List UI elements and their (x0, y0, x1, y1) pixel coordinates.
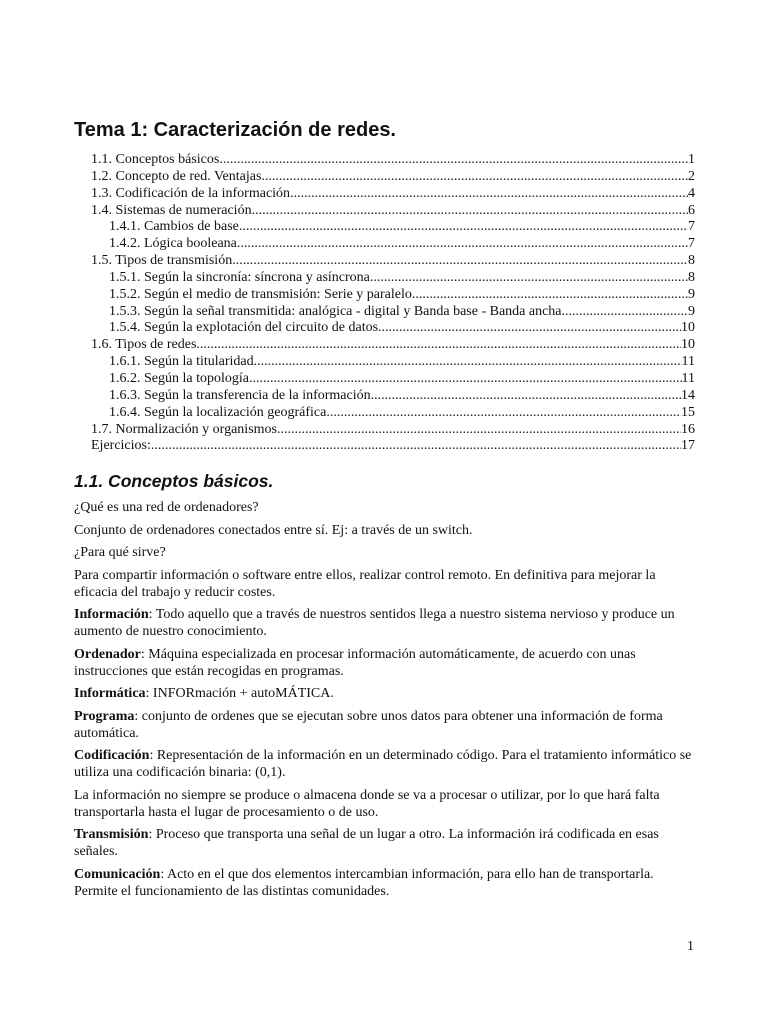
page-number: 1 (687, 939, 694, 954)
toc-entry[interactable] (74, 304, 695, 321)
toc-leader-dots (371, 388, 681, 405)
toc-leader-dots (326, 405, 681, 422)
paragraph (74, 606, 695, 640)
toc-entry-page: 17 (681, 438, 695, 454)
toc-entry-page: 16 (681, 421, 695, 437)
definition-term: Programa (74, 708, 135, 724)
paragraph (74, 708, 695, 742)
toc-entry[interactable] (74, 186, 695, 203)
toc-leader-dots (219, 152, 688, 169)
toc-leader-dots (237, 236, 688, 253)
toc-entry-label: 1.6.3. Según la transferencia de la información (109, 387, 371, 403)
paragraph (74, 826, 695, 860)
toc-leader-dots (252, 203, 688, 220)
toc-leader-dots (261, 169, 688, 186)
toc-entry[interactable] (74, 337, 695, 354)
paragraph (74, 866, 695, 900)
paragraph-text: : Representación de la información en un determinado código. Para el tratamiento informático se utiliza una codificación binaria: (0,1). (74, 748, 692, 781)
paragraph (74, 522, 695, 539)
toc-entry[interactable] (74, 320, 695, 337)
toc-entry-page: 9 (688, 286, 695, 302)
toc-leader-dots (254, 354, 682, 371)
toc-entry[interactable] (74, 405, 695, 422)
paragraph-text: ¿Qué es una red de ordenadores? (74, 500, 259, 516)
toc-leader-dots (277, 422, 681, 439)
definition-term: Comunicación (74, 866, 161, 882)
definition-term: Información (74, 607, 149, 623)
document-title: Tema 1: Caracterización de redes. (74, 119, 396, 141)
paragraph-text: : Acto en el que dos elementos intercambian información, para ello han de transportarla. Permite el funcionamiento de las distintas comunidades. (74, 866, 654, 899)
toc-leader-dots (151, 438, 681, 455)
toc-entry-page: 4 (688, 185, 695, 201)
toc-entry-label: 1.5.2. Según el medio de transmisión: Serie y paralelo (109, 286, 412, 302)
table-of-contents (74, 152, 695, 455)
toc-entry-page: 7 (688, 219, 695, 235)
paragraph-text: Para compartir información o software entre ellos, realizar control remoto. En definitiva para mejorar la eficacia del trabajo y reducir costes. (74, 567, 656, 600)
toc-entry[interactable] (74, 219, 695, 236)
paragraph (74, 787, 695, 821)
toc-entry-page: 15 (681, 404, 695, 420)
section-heading: 1.1. Conceptos básicos. (74, 471, 274, 492)
toc-entry-page: 14 (681, 387, 695, 403)
toc-entry-label: 1.4. Sistemas de numeración (91, 202, 252, 218)
toc-entry-label: 1.6.2. Según la topología (109, 370, 249, 386)
paragraph-text: Conjunto de ordenadores conectados entre sí. Ej: a través de un switch. (74, 522, 473, 538)
definition-term: Ordenador (74, 646, 141, 662)
paragraph-text: : Máquina especializada en procesar información automáticamente, de acuerdo con unas instrucciones que están recogidas en programas. (74, 646, 636, 679)
toc-entry-page: 1 (688, 152, 695, 167)
body-text (74, 499, 695, 900)
toc-entry-label: 1.5.4. Según la explotación del circuito de datos (109, 320, 379, 336)
paragraph (74, 499, 695, 516)
paragraph-text: La información no siempre se produce o almacena donde se va a procesar o utilizar, por lo que hará falta transportarla hasta el lugar de procesamiento o de uso. (74, 787, 660, 820)
toc-leader-dots (290, 186, 688, 203)
toc-entry[interactable] (74, 236, 695, 253)
toc-entry-label: 1.3. Codificación de la información (91, 185, 291, 201)
toc-leader-dots (249, 371, 682, 388)
toc-entry-label: 1.2. Concepto de red. Ventajas (91, 168, 262, 184)
definition-term: Codificación (74, 748, 150, 764)
toc-entry[interactable] (74, 253, 695, 270)
toc-entry-label: 1.5. Tipos de transmisión (91, 253, 233, 269)
toc-entry[interactable] (74, 169, 695, 186)
paragraph-text: : Proceso que transporta una señal de un lugar a otro. La información irá codificada en esas señales. (74, 827, 659, 860)
toc-entry-label: 1.6.4. Según la localización geográfica (109, 404, 327, 420)
paragraph-text: ¿Para qué sirve? (74, 545, 166, 561)
toc-entry-page: 6 (688, 202, 695, 218)
paragraph (74, 747, 695, 781)
toc-leader-dots (412, 287, 688, 304)
toc-entry-label: 1.6. Tipos de redes (91, 337, 197, 353)
toc-entry-page: 8 (688, 269, 695, 285)
toc-leader-dots (562, 304, 688, 321)
toc-entry-page: 11 (681, 370, 695, 386)
toc-entry[interactable] (74, 388, 695, 405)
toc-entry-label: 1.4.1. Cambios de base (109, 219, 239, 235)
toc-entry[interactable] (74, 422, 695, 439)
toc-entry-label: 1.5.1. Según la sincronía: síncrona y asíncrona (109, 269, 370, 285)
toc-leader-dots (378, 320, 681, 337)
document-page (74, 118, 695, 905)
definition-term: Informática (74, 686, 146, 702)
toc-leader-dots (196, 337, 681, 354)
toc-entry-page: 7 (688, 236, 695, 252)
paragraph (74, 646, 695, 680)
paragraph-text: : INFORmación + autoMÁTICA. (145, 686, 334, 702)
toc-leader-dots (239, 219, 688, 236)
definition-term: Transmisión (74, 827, 149, 843)
toc-entry-page: 10 (681, 337, 695, 353)
toc-leader-dots (370, 270, 688, 287)
toc-entry[interactable] (74, 438, 695, 455)
toc-entry[interactable] (74, 152, 695, 169)
toc-entry[interactable] (74, 203, 695, 220)
paragraph (74, 685, 695, 702)
toc-entry-label: 1.6.1. Según la titularidad (109, 354, 254, 370)
paragraph-text: : Todo aquello que a través de nuestros sentidos llega a nuestro sistema nervioso y produce un aumento de nuestro conocimiento. (74, 607, 675, 640)
toc-entry-label: 1.4.2. Lógica booleana (109, 236, 237, 252)
toc-entry-label: 1.7. Normalización y organismos (91, 421, 277, 437)
toc-entry-page: 8 (688, 253, 695, 269)
toc-entry[interactable] (74, 354, 695, 371)
toc-entry-label: 1.1. Conceptos básicos (91, 152, 220, 167)
paragraph (74, 544, 695, 561)
paragraph (74, 567, 695, 601)
toc-entry-page: 9 (688, 303, 695, 319)
toc-entry-page: 2 (688, 168, 695, 184)
toc-entry-label: Ejercicios: (91, 438, 151, 454)
toc-entry-page: 10 (681, 320, 695, 336)
toc-entry-label: 1.5.3. Según la señal transmitida: analógica - digital y Banda base - Banda ancha (109, 303, 562, 319)
toc-entry-page: 11 (681, 354, 695, 370)
toc-entry[interactable] (74, 371, 695, 388)
toc-entry[interactable] (74, 287, 695, 304)
toc-leader-dots (232, 253, 688, 270)
paragraph-text: : conjunto de ordenes que se ejecutan sobre unos datos para obtener una información de forma automática. (74, 708, 663, 741)
toc-entry[interactable] (74, 270, 695, 287)
